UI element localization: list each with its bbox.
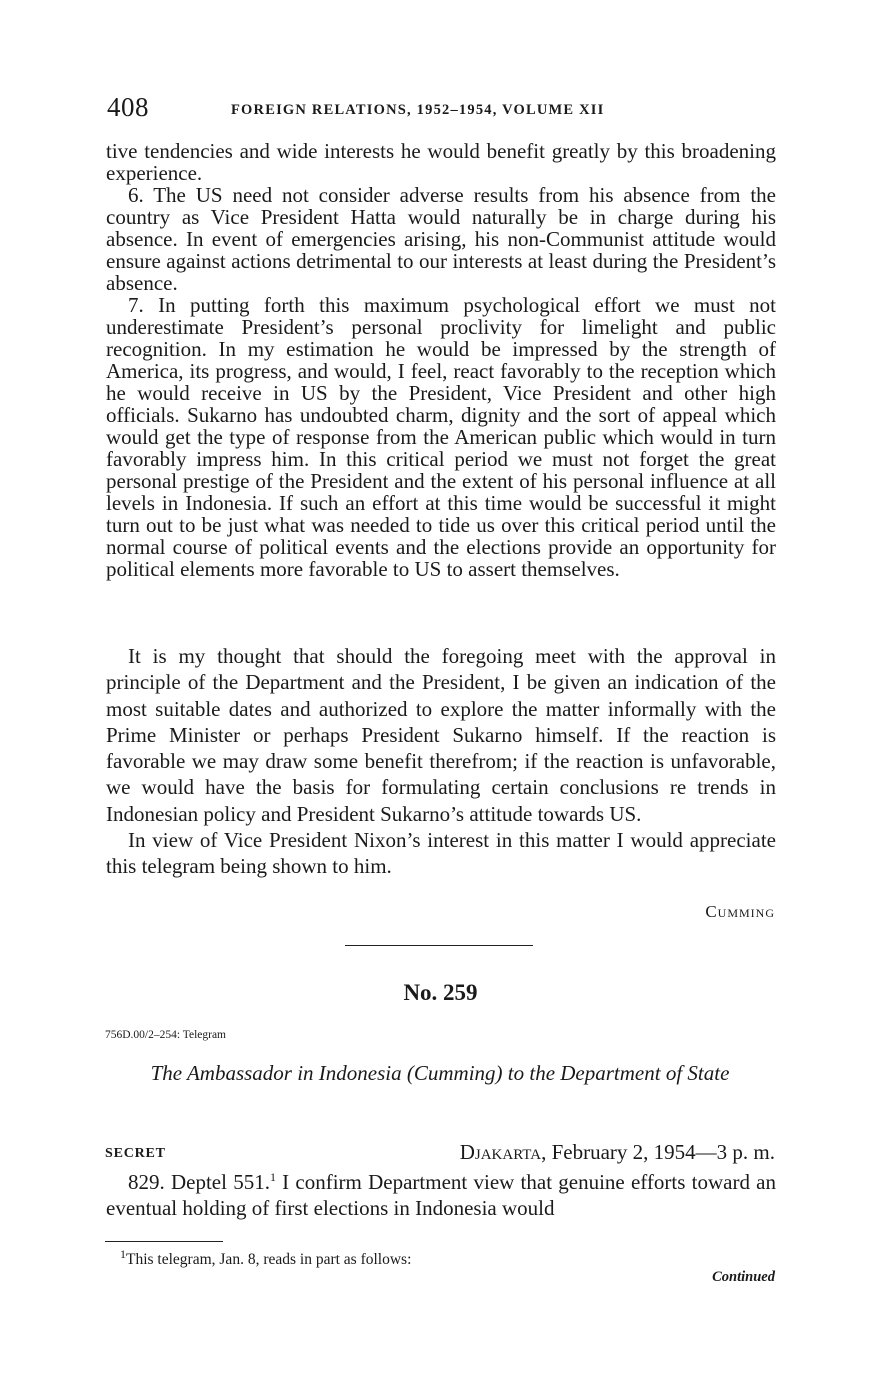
dateline (460, 1140, 775, 1165)
page-header (107, 92, 777, 126)
paragraph-continued: tive tendencies and wide interests he would benefit greatly by this broadening experience. (106, 139, 776, 185)
telegram-body (106, 1169, 776, 1222)
running-head: FOREIGN RELATIONS, 1952–1954, VOLUME XII (231, 102, 605, 118)
footnote-text: This telegram, Jan. 8, reads in part as follows: (126, 1251, 412, 1268)
source-note: 756D.00/2–254: Telegram (105, 1029, 226, 1041)
paragraph-829-rest: I confirm Department view that genuine efforts toward an eventual holding of first elections in Indonesia would (106, 1170, 776, 1221)
continued-label: Continued (712, 1269, 775, 1285)
signature: Cumming (705, 902, 775, 921)
document-number: No. 259 (403, 980, 478, 1005)
paragraph-approval: It is my thought that should the foregoing meet with the approval in principle of the Department and the President, I be given an indication of the most suitable dates and authorized to explore the matter informally with the Prime Minister or perhaps President Sukarno himself. If the reaction is favorable we may draw some benefit therefrom; if the reaction is unfavorable, we would have the basis for formulating certain conclusions re trends in Indonesian policy and President Sukarno’s attitude towards US. (106, 644, 776, 826)
footnote-marker: 1 (120, 1246, 126, 1261)
paragraph-829-start: 829. Deptel 551. (128, 1170, 270, 1194)
footnote-reference[interactable]: 1 (269, 1170, 276, 1184)
footnote (120, 1246, 412, 1269)
previous-telegram-text (106, 140, 776, 580)
paragraph-6: 6. The US need not consider adverse results from his absence from the country as Vice President Hatta would naturally be in charge during his absence. In event of emergencies arising, his non-Communist attitude would ensure against actions detrimental to our interests at least during the President’s absence. (106, 183, 776, 295)
page-number: 408 (107, 92, 149, 122)
dateline-place: Djakarta (459, 1140, 542, 1164)
footnote-rule (105, 1241, 223, 1242)
section-divider (345, 945, 533, 946)
classification: SECRET (105, 1146, 166, 1161)
dateline-date: , February 2, 1954—3 p. m. (541, 1140, 775, 1164)
closing-paragraphs (106, 643, 776, 880)
document-title: The Ambassador in Indonesia (Cumming) to the Department of State (150, 1061, 730, 1085)
paragraph-829 (106, 1169, 776, 1222)
paragraph-7: 7. In putting forth this maximum psychological effort we must not underestimate President’s personal proclivity for limelight and public recognition. In my estimation he would be impressed by the strength of America, its progress, and would, I feel, react favorably to the reception which he would receive in US by the President, Vice President and other high officials. Sukarno has undoubted charm, dignity and the sort of appeal which would get the type of response from the American public which would in turn favorably impress him. In this critical period we must not forget the great personal prestige of the President and the extent of his personal influence at all levels in Indonesia. If such an effort at this time would be successful it might turn out to be just what was needed to tide us over this critical period until the normal course of political events and the elections provide an opportunity for political elements more favorable to US to assert themselves. (106, 293, 776, 581)
paragraph-nixon: In view of Vice President Nixon’s interest in this matter I would appreciate this telegram being shown to him. (106, 828, 776, 879)
